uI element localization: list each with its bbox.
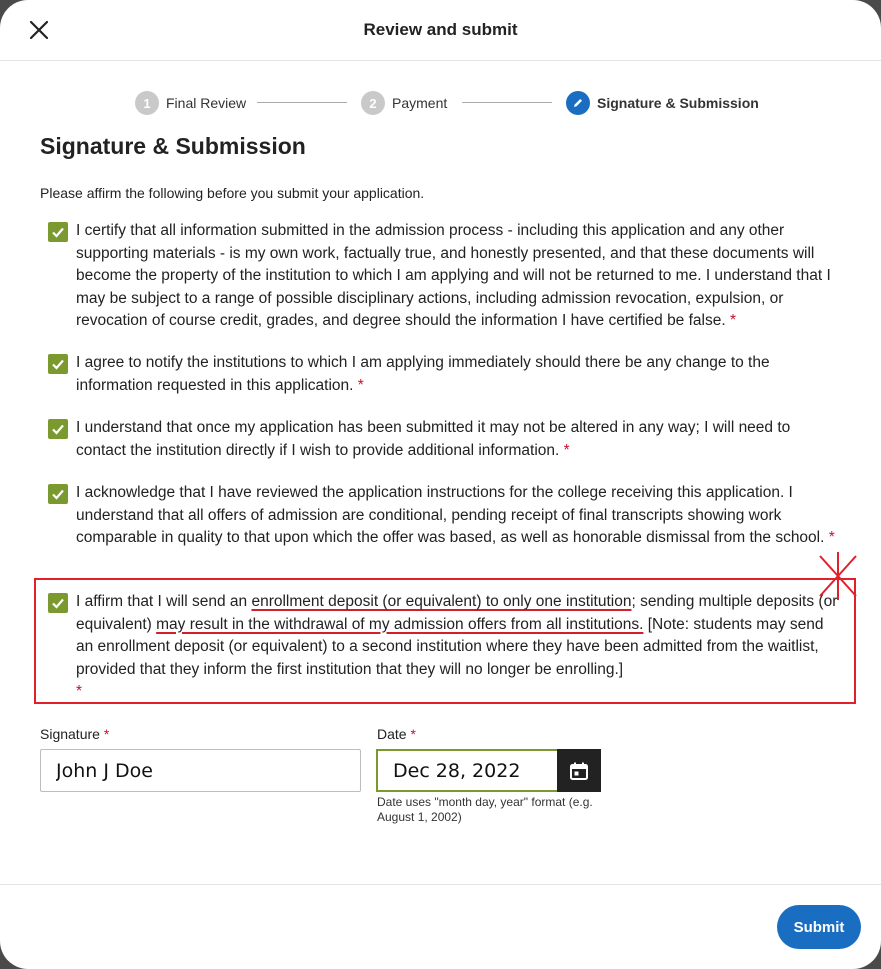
annotation-asterisk-icon (814, 550, 862, 602)
required-marker: * (76, 683, 83, 700)
calendar-icon (569, 761, 589, 781)
calendar-button[interactable] (557, 749, 601, 792)
step-connector (462, 102, 552, 103)
close-icon (29, 20, 49, 40)
underlined-phrase: may result in the withdrawal of my admission offers from all institutions. (156, 615, 644, 633)
required-marker: * (828, 529, 835, 546)
progress-stepper (0, 90, 881, 116)
required-marker: * (563, 441, 570, 459)
date-format-hint: Date uses "month day, year" format (e.g. August 1, 2002) (377, 795, 593, 824)
affirmation-checkbox[interactable] (48, 484, 68, 504)
affirmation-item (48, 482, 838, 550)
required-marker: * (729, 312, 737, 329)
signature-label: Signature * (40, 726, 110, 742)
step-number: 1 (135, 91, 159, 115)
step-label: Signature & Submission (597, 95, 759, 111)
affirmation-checkbox[interactable] (48, 419, 68, 439)
affirmation-text: I agree to notify the institutions to which I am applying immediately should there be any change to the information requested in this application. * (76, 354, 770, 394)
affirmation-checkbox[interactable] (48, 354, 68, 374)
section-title: Signature & Submission (40, 133, 306, 159)
date-label: Date * (377, 726, 416, 742)
step-final-review[interactable] (135, 90, 246, 116)
annotation-highlight-box (34, 578, 856, 704)
affirmation-item (48, 417, 838, 462)
step-label: Payment (392, 95, 448, 111)
affirmation-text: I affirm that I will send an enrollment deposit (or equivalent) to only one institution; sending multiple deposits (or equivalent) may result in the withdrawal of my admission offers from all institutions. [Note: students may send an enrollment deposit (or equivalent) to a second institution where they have been admitted from the waitlist, provided that they inform the first institution that they will no longer be enrolling.] * (76, 593, 838, 700)
affirmation-item (48, 220, 838, 333)
date-input[interactable] (376, 749, 557, 792)
step-active-indicator (566, 91, 590, 115)
affirmation-text: I understand that once my application has been submitted it may not be altered in any way; I will need to contact the institution directly if I wish to provide additional information. * (76, 419, 791, 459)
close-button[interactable] (24, 15, 54, 45)
checkmark-icon (51, 357, 65, 371)
step-payment[interactable] (361, 90, 447, 116)
affirmation-text: I acknowledge that I have reviewed the application instructions for the college receiving this application. I understand that all offers of admission are conditional, pending receipt of final transcripts showing work comparable in quality to that upon which the offer was based, as well as honorable dismissal from the school. * (76, 484, 835, 546)
step-connector (257, 102, 347, 103)
modal-title: Review and submit (363, 20, 518, 39)
checkmark-icon (51, 487, 65, 501)
modal-header (0, 0, 881, 61)
affirmation-checkbox[interactable] (48, 222, 68, 242)
step-number: 2 (361, 91, 385, 115)
signature-input[interactable] (40, 749, 361, 792)
date-picker (376, 749, 601, 792)
pencil-icon (572, 97, 584, 109)
intro-text: Please affirm the following before you submit your application. (40, 185, 425, 201)
affirmation-item (48, 352, 838, 397)
affirmation-text: I certify that all information submitted in the admission process - including this application and any other supporting materials - is my own work, factually true, and honestly presented, and that these documents will become the property of the institution to which I am applying and will not be returned to me. I understand that I may be subject to a range of possible disciplinary actions, including admission revocation, expulsion, or revocation of course credit, grades, and degree should the information I have certified be false. * (76, 222, 831, 329)
required-marker: * (357, 376, 364, 394)
checkmark-icon (51, 225, 65, 239)
submit-button[interactable]: Submit (777, 905, 861, 949)
checkmark-icon (51, 422, 65, 436)
underlined-phrase: enrollment deposit (or equivalent) to only one institution (251, 593, 632, 610)
step-label: Final Review (166, 95, 247, 111)
step-signature-submission[interactable] (566, 90, 759, 116)
footer-divider (0, 884, 881, 885)
